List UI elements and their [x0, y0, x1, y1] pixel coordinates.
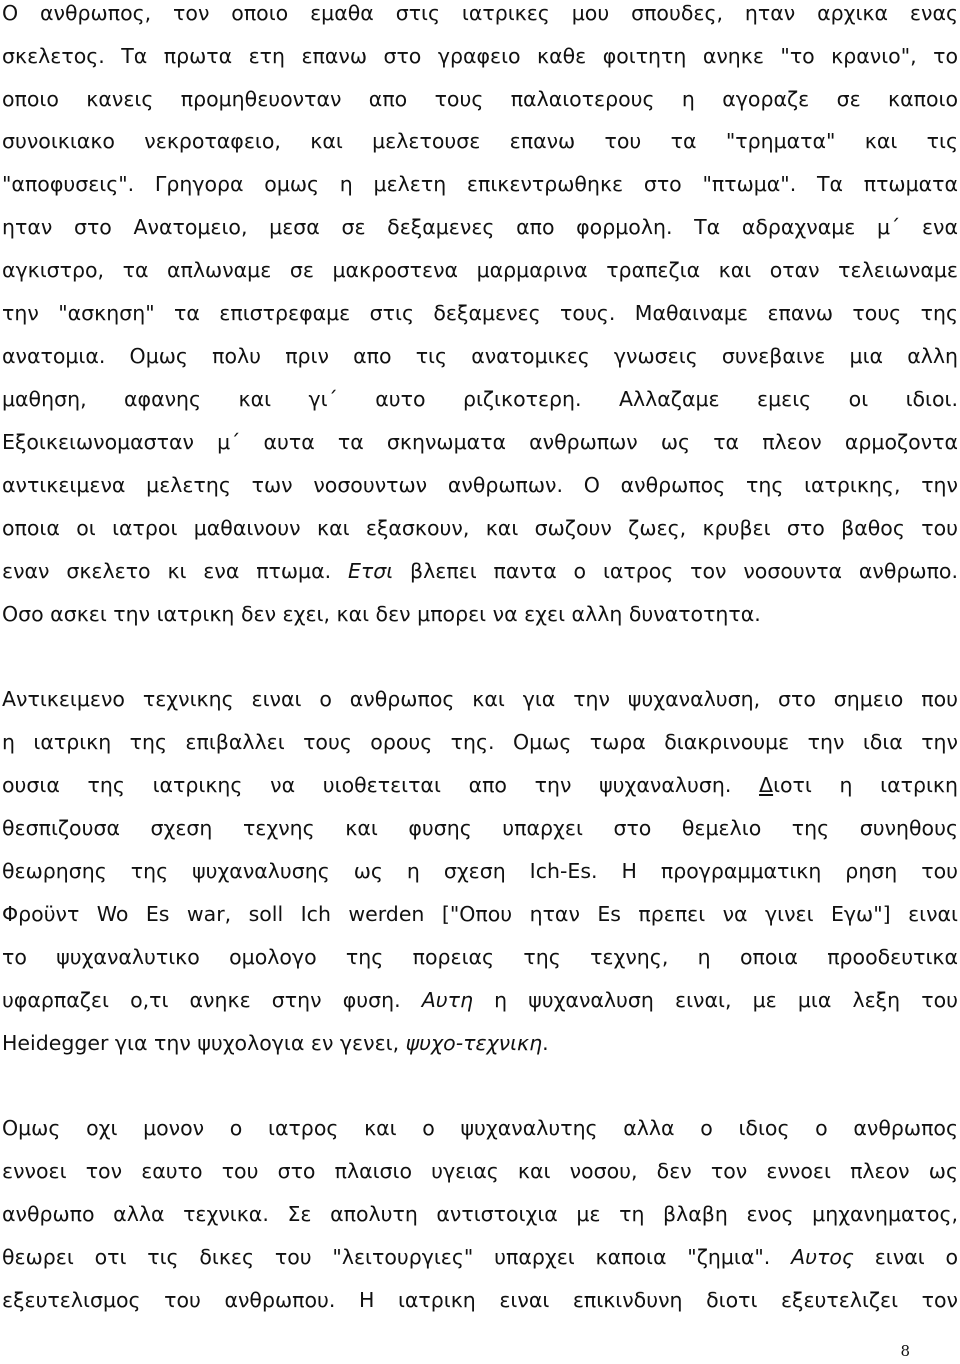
italic-emphasis: Ετσι [347, 559, 394, 583]
text-line: Ο ανθρωπος, τον οποιο εμαθα στις ιατρικες μου σπουδες, ηταν αρχικα ενας [2, 1, 958, 25]
text-line: θεωρησης της ψυχαναλυσης ως η σχεση Ich-Es. Η προγραμματικη ρηση του [2, 859, 958, 883]
text-line: εναν σκελετο κι ενα πτωμα. Ετσι βλεπει παντα ο ιατρος τον νοσουντα ανθρωπο. [2, 559, 958, 583]
text-line: την "ασκηση" τα επιστρεφαμε στις δεξαμενες τους. Μαθαιναμε επανω τους της [2, 301, 958, 325]
text-line: ουσια της ιατρικης να υιοθετειται απο την ψυχαναλυση. Διοτι η ιατρικη [2, 773, 959, 797]
page-number: 8 [900, 1342, 910, 1360]
text-line: ανατομια. Ομως πολυ πριν απο τις ανατομικες γνωσεις συνεβαινε μια αλλη [2, 344, 958, 368]
text-line: θεωρει οτι τις δικες του "λειτουργιες" υπαρχει καποια "ζημια". Αυτος ειναι ο [2, 1245, 958, 1269]
text-line: οποιο κανεις προμηθευονταν απο τους παλαιοτερους η αγοραζε σε καποιο [2, 87, 958, 111]
text-line: ανθρωπο αλλα τεχνικα. Σε απολυτη αντιστοιχια με τη βλαβη ενος μηχανηματος, [2, 1202, 958, 1226]
text-line: Heidegger για την ψυχολογια εν γενει, ψυχο-τεχνικη. [2, 1031, 549, 1055]
text-line: ηταν στο Ανατομειο, μεσα σε δεξαμενες απο φορμολη. Τα αδραχναμε μ΄ ενα [2, 215, 958, 239]
text-line: εξευτελισμος του ανθρωπου. Η ιατρικη ειναι επικινδυνη διοτι εξευτελιζει τον [2, 1288, 958, 1312]
italic-emphasis: Αυτη [421, 988, 473, 1012]
text-line: οποια οι ιατροι μαθαινουν και εξασκουν, και σωζουν ζωες, κρυβει στο βαθος του [2, 516, 958, 540]
text-line: Οσο ασκει την ιατρικη δεν εχει, και δεν μπορει να εχει αλλη δυνατοτητα. [2, 602, 761, 626]
text-line: υφαρπαζει ο,τι ανηκε στην φυση. Αυτη η ψυχαναλυση ειναι, με μια λεξη του [2, 988, 958, 1012]
text-line: Ομως οχι μονον ο ιατρος και ο ψυχαναλυτης αλλα ο ιδιος ο ανθρωπος [2, 1116, 958, 1140]
text-line: μαθηση, αφανης και γι΄ αυτο ριζικοτερη. Αλλαζαμε εμεις οι ιδιοι. [2, 387, 958, 411]
text-line: η ιατρικη της επιβαλλει τους ορους της. Ομως τωρα διακρινουμε την ιδια την [2, 730, 958, 754]
text-line: συνοικιακο νεκροταφειο, και μελετουσε επανω του τα "τρηματα" και τις [2, 129, 958, 153]
italic-emphasis: ψυχο-τεχνικη [405, 1031, 543, 1055]
text-line: το ψυχαναλυτικο ομολογο της πορειας της τεχνης, η οποια προοδευτικα [2, 945, 958, 969]
text-line: αγκιστρο, τα απλωναμε σε μακροστενα μαρμαρινα τραπεζια και οταν τελειωναμε [2, 258, 958, 282]
underlined-letter: Δ [759, 773, 774, 797]
italic-emphasis: Αυτος [791, 1245, 854, 1269]
text-line: Αντικειμενο τεχνικης ειναι ο ανθρωπος και για την ψυχαναλυση, στο σημειο που [2, 687, 958, 711]
text-line: εννοει τον εαυτο του στο πλαισιο υγειας και νοσου, δεν τον εννοει πλεον ως [2, 1159, 958, 1183]
text-line: αντικειμενα μελετης των νοσουντων ανθρωπων. Ο ανθρωπος της ιατρικης, την [2, 473, 958, 497]
text-line: "αποφυσεις". Γρηγορα ομως η μελετη επικεντρωθηκε στο "πτωμα". Τα πτωματα [2, 172, 958, 196]
text-line: Εξοικειωνομασταν μ΄ αυτα τα σκηνωματα ανθρωπων ως τα πλεον αρμοζοντα [2, 430, 958, 454]
text-line: Φροϋντ Wo Es war, soll Ich werden ["Οπου ηταν Es πρεπει να γινει Εγω"] ειναι [2, 902, 958, 926]
text-line: σκελετος. Τα πρωτα ετη επανω στο γραφειο καθε φοιτητη ανηκε "το κρανιο", το [2, 44, 958, 68]
text-line: θεσπιζουσα σχεση τεχνης και φυσης υπαρχει στο θεμελιο της συνηθους [2, 816, 958, 840]
